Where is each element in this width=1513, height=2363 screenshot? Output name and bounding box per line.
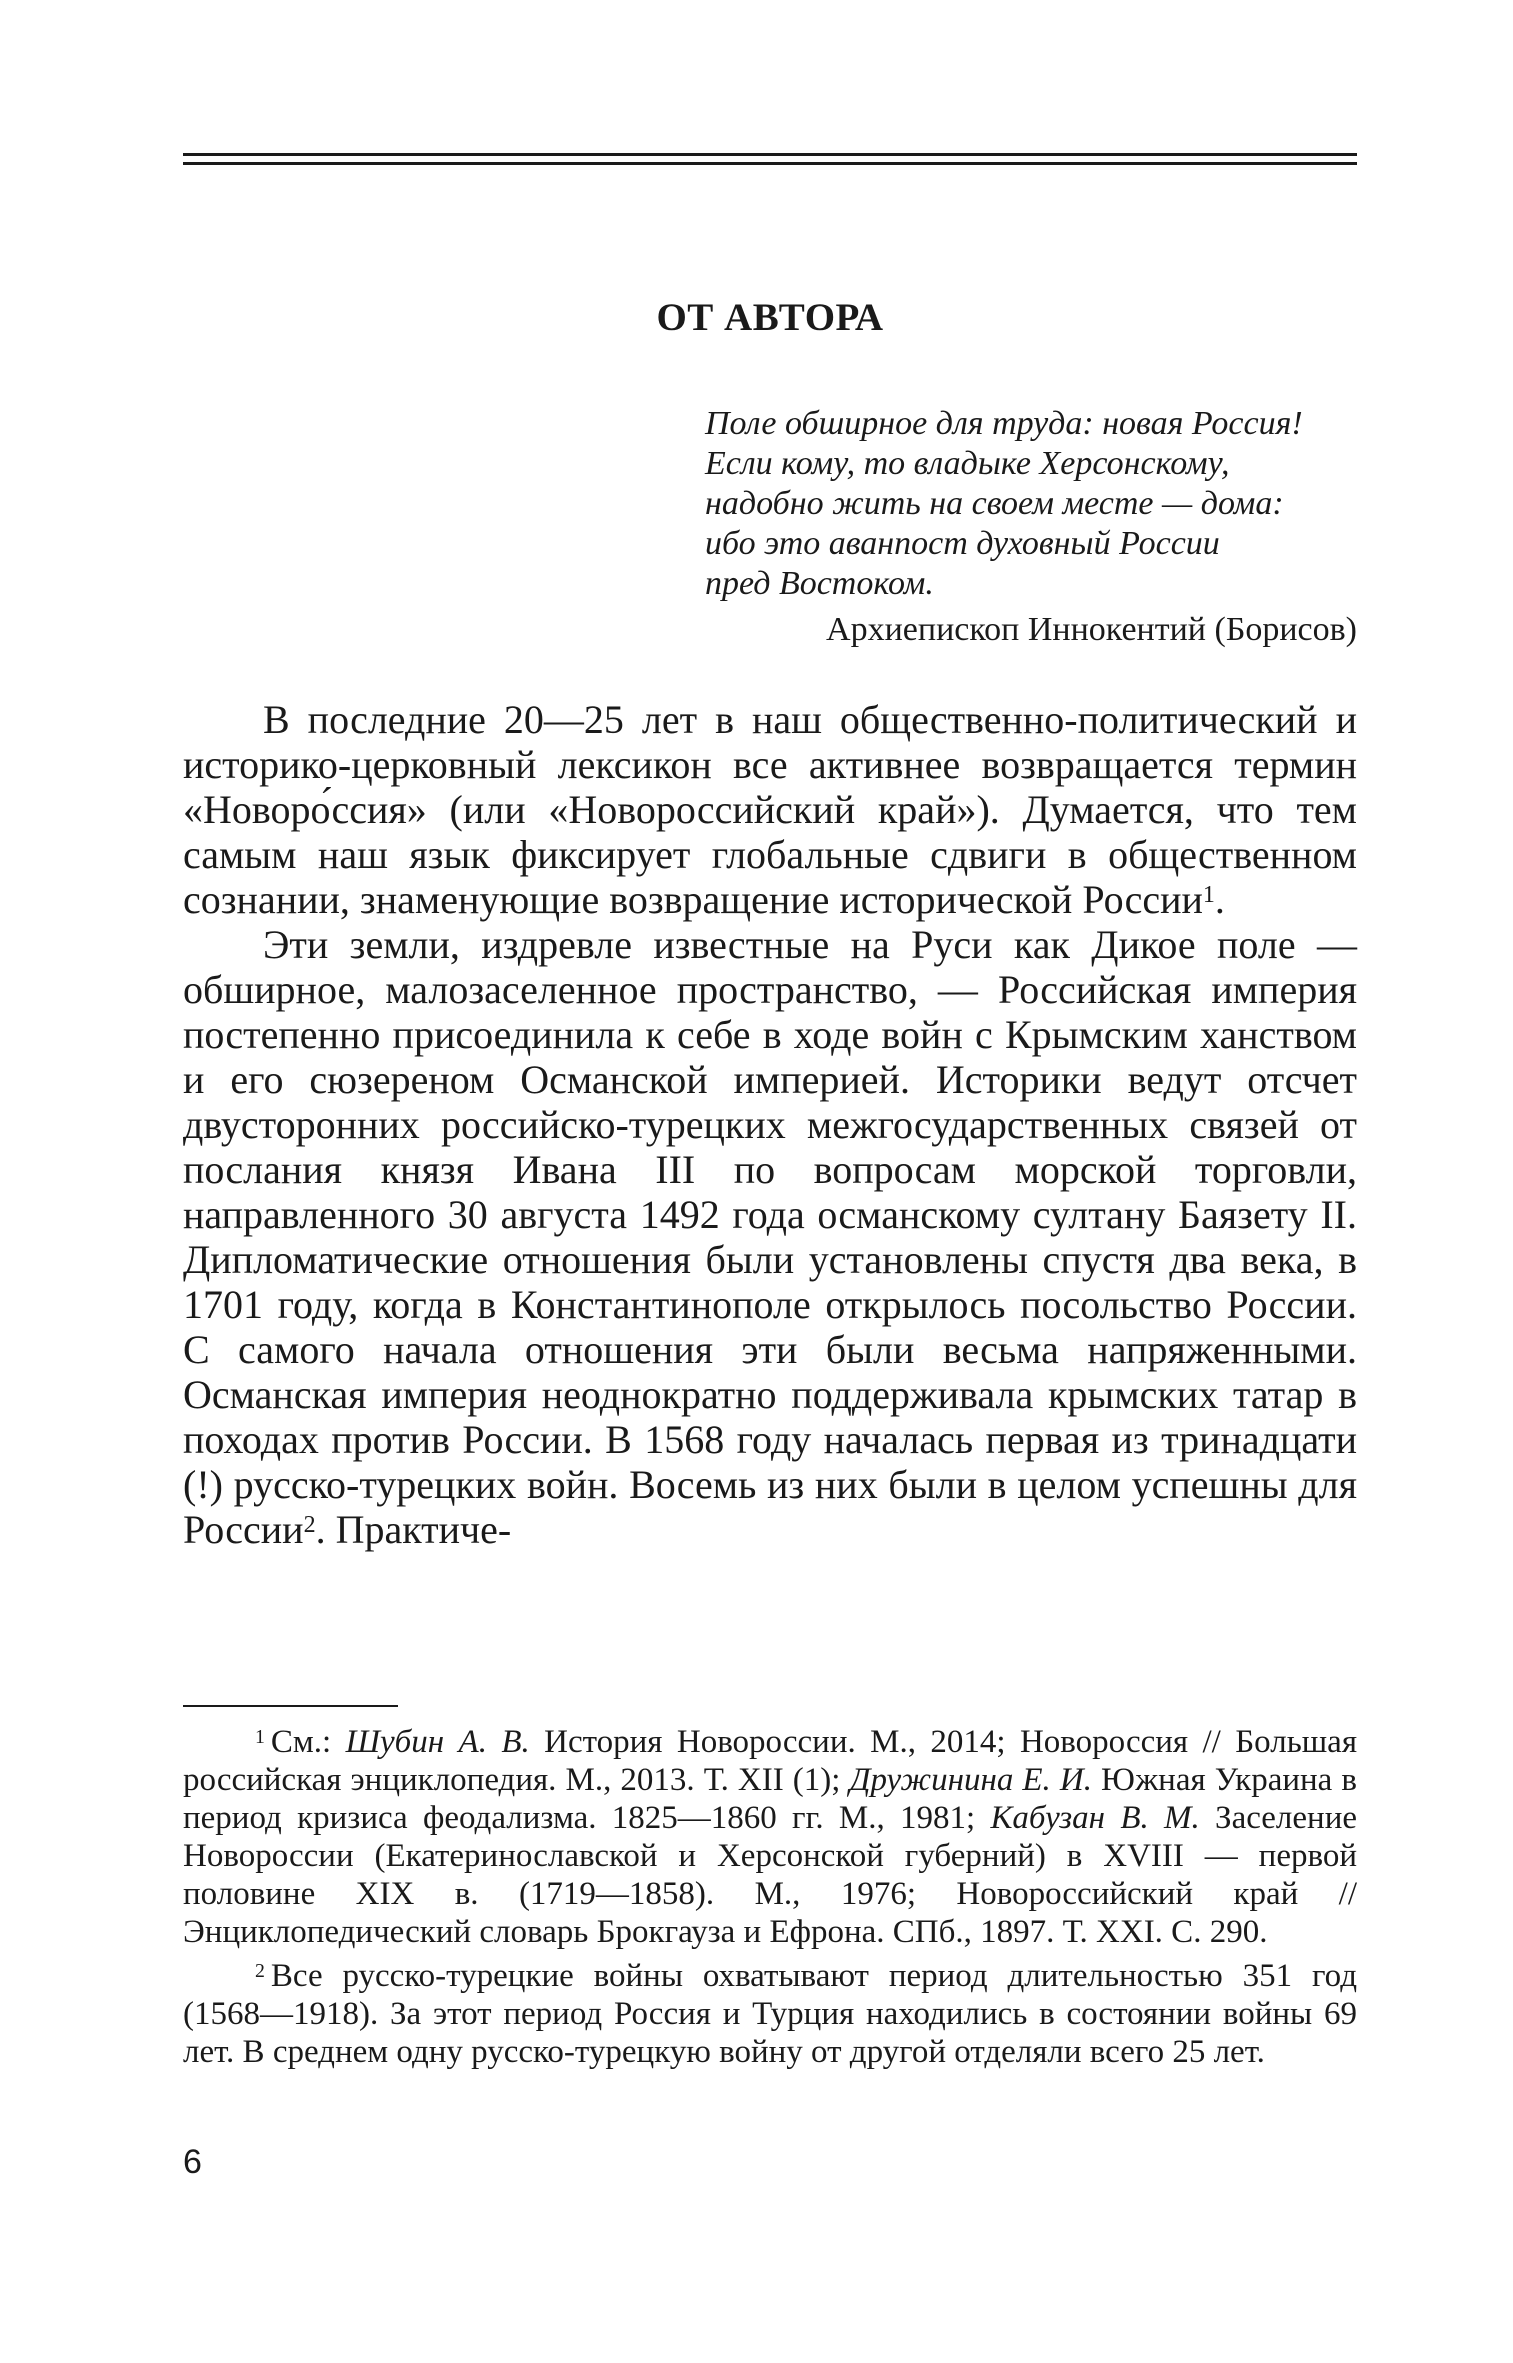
epigraph-line: Поле обширное для труда: новая Россия! [705,405,1303,442]
body-text [183,697,1357,1552]
footnote-separator [183,1705,398,1707]
paragraph [183,922,1357,1552]
page-number: 6 [183,2143,202,2181]
epigraph-line: пред Востоком. [705,565,934,602]
epigraph-line: ибо это аванпост духовный России [705,525,1220,562]
footnotes [183,1723,1357,2071]
paragraph-tail: . [1214,877,1225,922]
footnote-mark: 1 [255,1726,265,1749]
epigraph [705,404,1357,650]
epigraph-line: Если кому, то владыке Херсонскому, [705,445,1230,482]
footnote-mark: 2 [255,1960,265,1983]
footnote-segment: Южная Украина в период кризиса феодализма. 1825—1860 гг. М., 1981; [183,1762,1357,1836]
footnote-ref[interactable]: 2 [303,1512,316,1539]
paragraph [183,697,1357,922]
footnote-segment: Заселение Новороссии (Екатеринославской и Херсонской губерний) в XVIII — первой половине XIX в. (1719—1858). М., 1976; Новороссийский край // Энциклопедический словарь Брокгауза и Ефрона. СПб., 1897. Т. XXI. С. 290. [183,1800,1358,1950]
paragraph-text: Эти земли, издревле известные на Руси как Дикое поле — обширное, малозаселенное пространство, — Российская империя постепенно присоединила к себе в ходе войн с Крымским ханством и его сюзереном Османской империей. Историки ведут отсчет двусторонних российско-турецких межгосударственных связей от послания князя Ивана III по вопросам морской торговли, направленного 30 августа 1492 года османскому султану Баязету II. Дипломатические отношения были установлены спустя два века, в 1701 году, когда в Константинополе открылось посольство России. С самого начала отношения эти были весьма напряженными. Османская империя неоднократно поддерживала крымских татар в походах против России. В 1568 году началась первая из тринадцати (!) русско-турецких войн. Восемь из них были в целом успешны для России [183,922,1357,1552]
footnote-author: Шубин А. В. [345,1724,530,1760]
paragraph-text: В последние 20—25 лет в наш общественно-политический и историко-церковный лексикон все активнее возвращается термин «Новоро́ссия» (или «Новороссийский край»). Думается, что тем самым наш язык фиксирует глобальные сдвиги в общественном сознании, знаменующие возвращение исторической России [183,697,1357,922]
footnote-segment: См.: [270,1724,346,1760]
header-rule-top [183,153,1357,156]
footnote [183,1957,1357,2071]
footnote-author: Дружинина Е. И. [849,1762,1092,1798]
footnote-segment: Все русско-турецкие войны охватывают период длительностью 351 год (1568—1918). За этот период Россия и Турция находились в состоянии войны 69 лет. В среднем одну русско-турецкую войну от другой отделяли всего 25 лет. [183,1958,1357,2070]
footnote-segment: История Новороссии. М., 2014; Новороссия // Большая российская энциклопедия. М., 2013. Т. XII (1); [183,1724,1358,1798]
footnote-author: Кабузан В. М. [990,1800,1200,1836]
chapter-title: ОТ АВТОРА [656,296,884,339]
footnote-ref[interactable]: 1 [1202,882,1215,909]
footnote [183,1723,1357,1951]
epigraph-author: Архиепископ Иннокентий (Борисов) [826,611,1357,648]
header-rule-bottom [183,162,1357,165]
epigraph-verse [705,404,1357,604]
paragraph-tail: . Практиче- [315,1507,512,1552]
epigraph-line: надобно жить на своем месте — дома: [705,485,1284,522]
